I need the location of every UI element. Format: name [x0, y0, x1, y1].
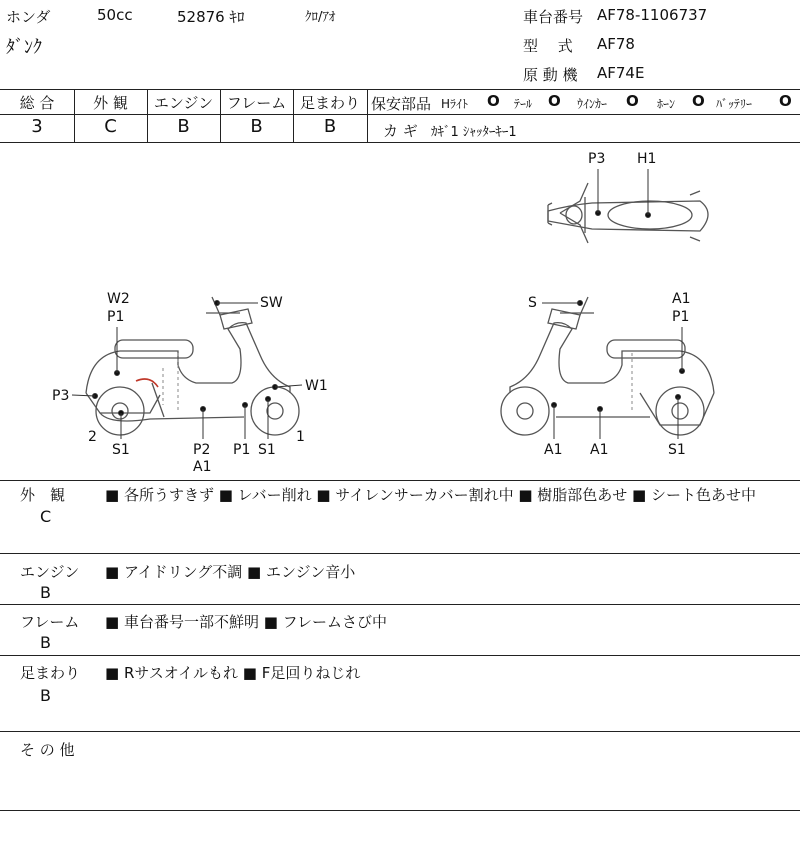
grade-header-overall: 総 合	[19, 94, 55, 112]
section-label: そ の 他	[20, 741, 75, 759]
safety-mark-headlight: O	[487, 92, 500, 110]
label-right-a1a: A1	[672, 291, 691, 307]
color: ｸﾛ/ｱｵ	[305, 10, 336, 25]
grade-value-overall: 3	[31, 116, 43, 137]
condition-diagram	[0, 143, 800, 479]
label-left-p2: P2	[193, 442, 211, 458]
label-left-s1b: S1	[258, 442, 276, 458]
section-notes: ■ アイドリング不調 ■ エンジン音小	[105, 563, 356, 581]
label-left-w2: W2	[107, 291, 130, 307]
grade-value-engine: B	[177, 116, 190, 137]
safety-mark-tail: O	[548, 92, 561, 110]
safety-mark-horn: O	[692, 92, 705, 110]
key-value: ｶｷﾞ1 ｼｬｯﾀｰｷｰ1	[431, 125, 517, 140]
section-grade: C	[40, 507, 52, 526]
label-right-a1b: A1	[544, 442, 563, 458]
grade-header-suspension: 足まわり	[299, 94, 360, 112]
safety-item-battery: ﾊﾞｯﾃﾘｰ	[716, 97, 753, 111]
section-grade: B	[40, 633, 51, 652]
section-notes: ■ 各所うすきず ■ レバー削れ ■ サイレンサーカバー割れ中 ■ 樹脂部色あせ ■ シート色あせ中	[105, 486, 757, 504]
label-left-p1b: P1	[233, 442, 251, 458]
engine-type: AF74E	[597, 64, 645, 82]
label-left-sw: SW	[260, 295, 283, 311]
model-type: AF78	[597, 35, 635, 53]
label-top-p3: P3	[588, 151, 606, 167]
model-type-label: 型 式	[523, 37, 573, 55]
label-left-p3: P3	[52, 388, 70, 404]
maker: ホンダ	[6, 8, 51, 26]
safety-item-headlight: Hﾗｲﾄ	[441, 97, 469, 111]
frame-no: AF78-1106737	[597, 6, 708, 24]
grade-value-suspension: B	[323, 116, 337, 137]
safety-item-tail: ﾃｰﾙ	[514, 97, 533, 111]
label-right-p1: P1	[672, 309, 690, 325]
grade-header-frame: フレーム	[226, 94, 287, 112]
label-right-a1c: A1	[590, 442, 609, 458]
label-left-p1a: P1	[107, 309, 125, 325]
section-label: 外 観	[20, 486, 66, 504]
section-label: フレーム	[20, 613, 80, 631]
label-left-2: 2	[88, 429, 97, 445]
safety-item-horn: ﾎｰﾝ	[657, 97, 676, 111]
label-right-s: S	[528, 295, 537, 311]
section-label: エンジン	[20, 563, 80, 581]
section-notes: ■ 車台番号一部不鮮明 ■ フレームさび中	[105, 613, 388, 631]
safety-mark-winker: O	[626, 92, 639, 110]
label-right-s1: S1	[668, 442, 686, 458]
section-label: 足まわり	[20, 664, 81, 682]
section-grade: B	[40, 686, 51, 705]
section-notes: ■ Rサスオイルもれ ■ F足回りねじれ	[105, 664, 361, 682]
section-grade: B	[40, 583, 51, 602]
safety-mark-battery: O	[779, 92, 792, 110]
label-left-w1: W1	[305, 378, 328, 394]
frame-no-label: 車台番号	[523, 8, 584, 26]
safety-item-winker: ｳｲﾝｶｰ	[577, 97, 608, 111]
grade-header-engine: エンジン	[153, 94, 214, 112]
label-top-h1: H1	[637, 151, 657, 167]
top-view-scooter	[548, 183, 708, 243]
grade-value-frame: B	[250, 116, 263, 137]
model-name: ﾀﾞﾝｸ	[6, 37, 42, 58]
label-left-1: 1	[296, 429, 305, 445]
label-left-a1: A1	[193, 459, 212, 475]
safety-label: 保安部品	[371, 95, 432, 113]
key-label: カ ギ	[383, 122, 418, 140]
grade-header-exterior: 外 観	[93, 94, 128, 112]
label-left-s1a: S1	[112, 442, 130, 458]
displacement: 50cc	[97, 6, 133, 24]
engine-label: 原 動 機	[523, 66, 578, 84]
mileage: 52876 ｷﾛ	[177, 8, 245, 26]
grade-value-exterior: C	[104, 116, 117, 137]
